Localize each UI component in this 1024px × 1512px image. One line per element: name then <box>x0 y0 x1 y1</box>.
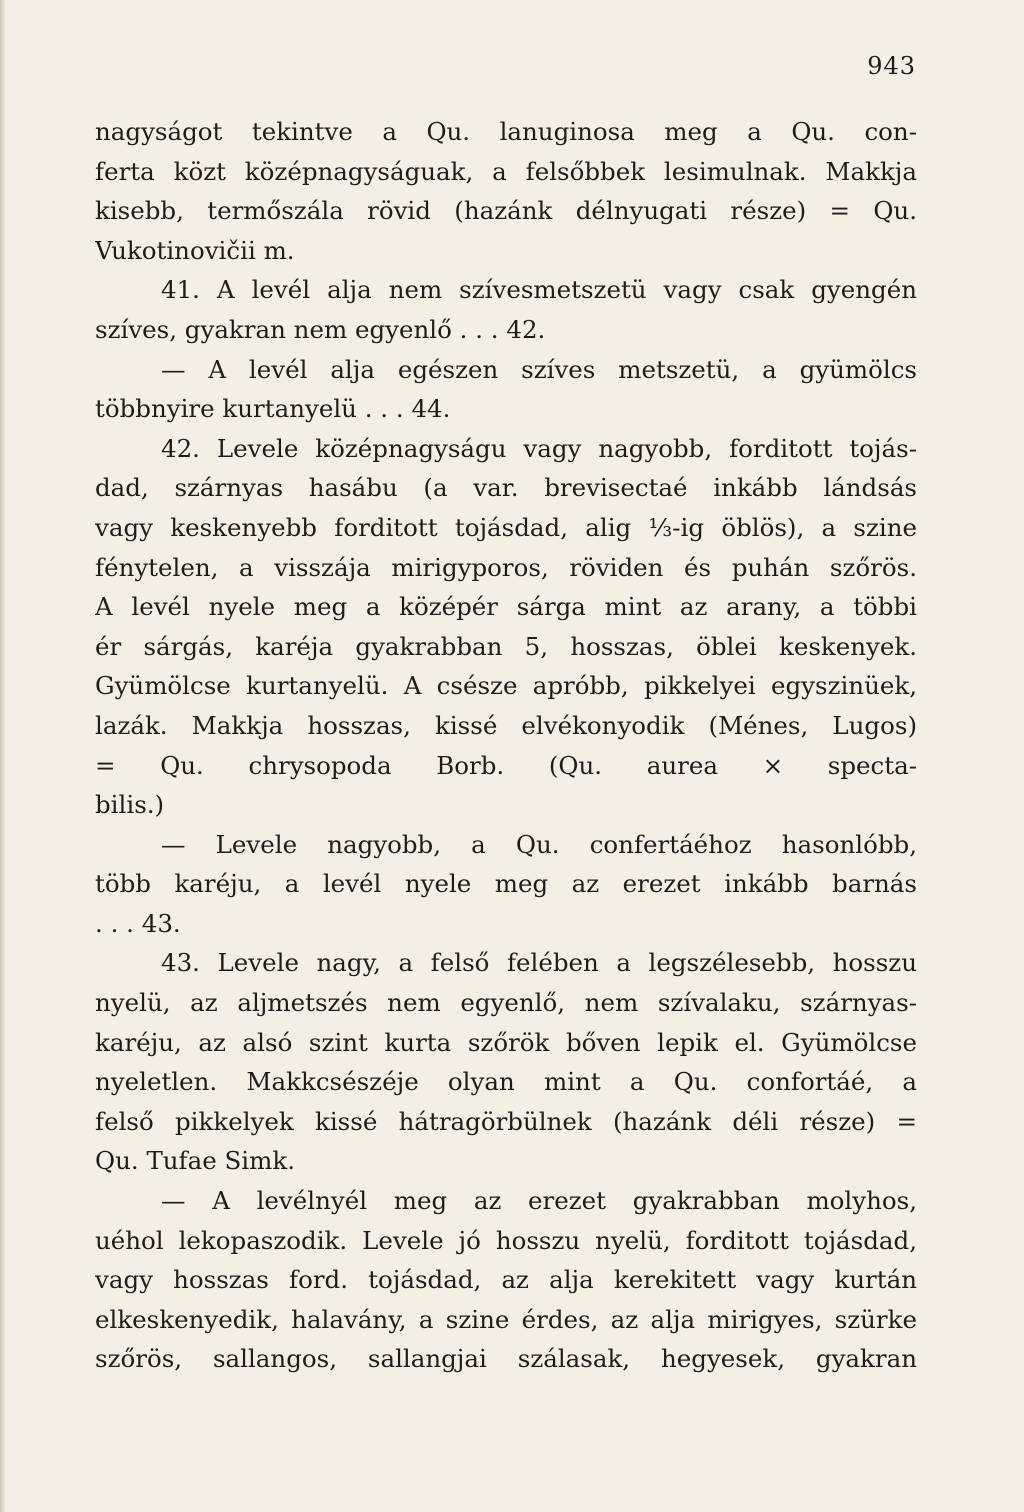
text-line: = Qu. chrysopoda Borb. (Qu. aurea × specta- <box>95 750 917 780</box>
page-number: 943 <box>867 52 916 80</box>
text-line: — A levél alja egészen szíves metszetü, a gyümölcs <box>161 354 917 384</box>
text-line: szőrös, sallangos, sallangjai szálasak, hegyesek, gyakran <box>95 1344 917 1374</box>
text-line: ferta közt középnagyságuak, a felsőbbek lesimulnak. Makkja <box>95 156 917 186</box>
text-line: nagyságot tekintve a Qu. lanuginosa meg a Qu. con- <box>95 117 917 146</box>
text-line: vagy hosszas ford. tojásdad, az alja kerekitett vagy kurtán <box>95 1265 917 1295</box>
text-line: ér sárgás, karéja gyakrabban 5, hosszas, öblei keskenyek. <box>95 631 917 661</box>
text-line: bilis.) <box>95 790 165 820</box>
text-line: 43. Levele nagy, a felső felében a legszélesebb, hosszu <box>161 948 917 978</box>
text-line: elkeskenyedik, halavány, a szine érdes, az alja mirigyes, szürke <box>95 1304 917 1334</box>
page-edge <box>0 0 6 1512</box>
text-line: vagy keskenyebb forditott tojásdad, alig ⅓-ig öblös), a szine <box>95 512 917 542</box>
text-line: nyeletlen. Makkcsészéje olyan mint a Qu. confortáé, a <box>95 1067 917 1097</box>
text-line: dad, szárnyas hasábu (a var. brevisectaé inkább lándsás <box>95 473 917 503</box>
text-line: A levél nyele meg a középér sárga mint az arany, a többi <box>95 592 917 622</box>
text-line: Gyümölcse kurtanyelü. A csésze apróbb, pikkelyei egyszinüek, <box>95 671 917 701</box>
text-line: többnyire kurtanyelü . . . 44. <box>95 394 451 424</box>
text-line: nyelü, az aljmetszés nem egyenlő, nem szívalaku, szárnyas- <box>95 988 917 1018</box>
text-line: lazák. Makkja hosszas, kissé elvékonyodik (Ménes, Lugos) <box>95 710 917 740</box>
body-text <box>95 112 917 1379</box>
text-line: Qu. Tufae Simk. <box>95 1146 296 1176</box>
text-line: 41. A levél alja nem szívesmetszetü vagy csak gyengén <box>161 275 917 305</box>
text-line: fénytelen, a visszája mirigyporos, röviden és puhán szőrös. <box>95 552 917 582</box>
text-line: Vukotinovičii m. <box>95 235 295 265</box>
text-line: karéju, az alsó szint kurta szőrök bőven lepik el. Gyümölcse <box>95 1027 917 1057</box>
text-line: — Levele nagyobb, a Qu. confertáéhoz hasonlóbb, <box>161 829 917 859</box>
text-line: szíves, gyakran nem egyenlő . . . 42. <box>95 314 546 344</box>
text-line: uéhol lekopaszodik. Levele jó hosszu nyelü, forditott tojásdad, <box>95 1225 917 1255</box>
text-line: 42. Levele középnagyságu vagy nagyobb, forditott tojás- <box>161 433 917 463</box>
text-line: kisebb, termőszála rövid (hazánk délnyugati része) = Qu. <box>95 196 917 226</box>
text-line: — A levélnyél meg az erezet gyakrabban molyhos, <box>161 1186 917 1216</box>
text-line: felső pikkelyek kissé hátragörbülnek (hazánk déli része) = <box>95 1106 917 1136</box>
text-line: . . . 43. <box>95 908 181 938</box>
text-line: több karéju, a levél nyele meg az erezet inkább barnás <box>95 869 917 899</box>
